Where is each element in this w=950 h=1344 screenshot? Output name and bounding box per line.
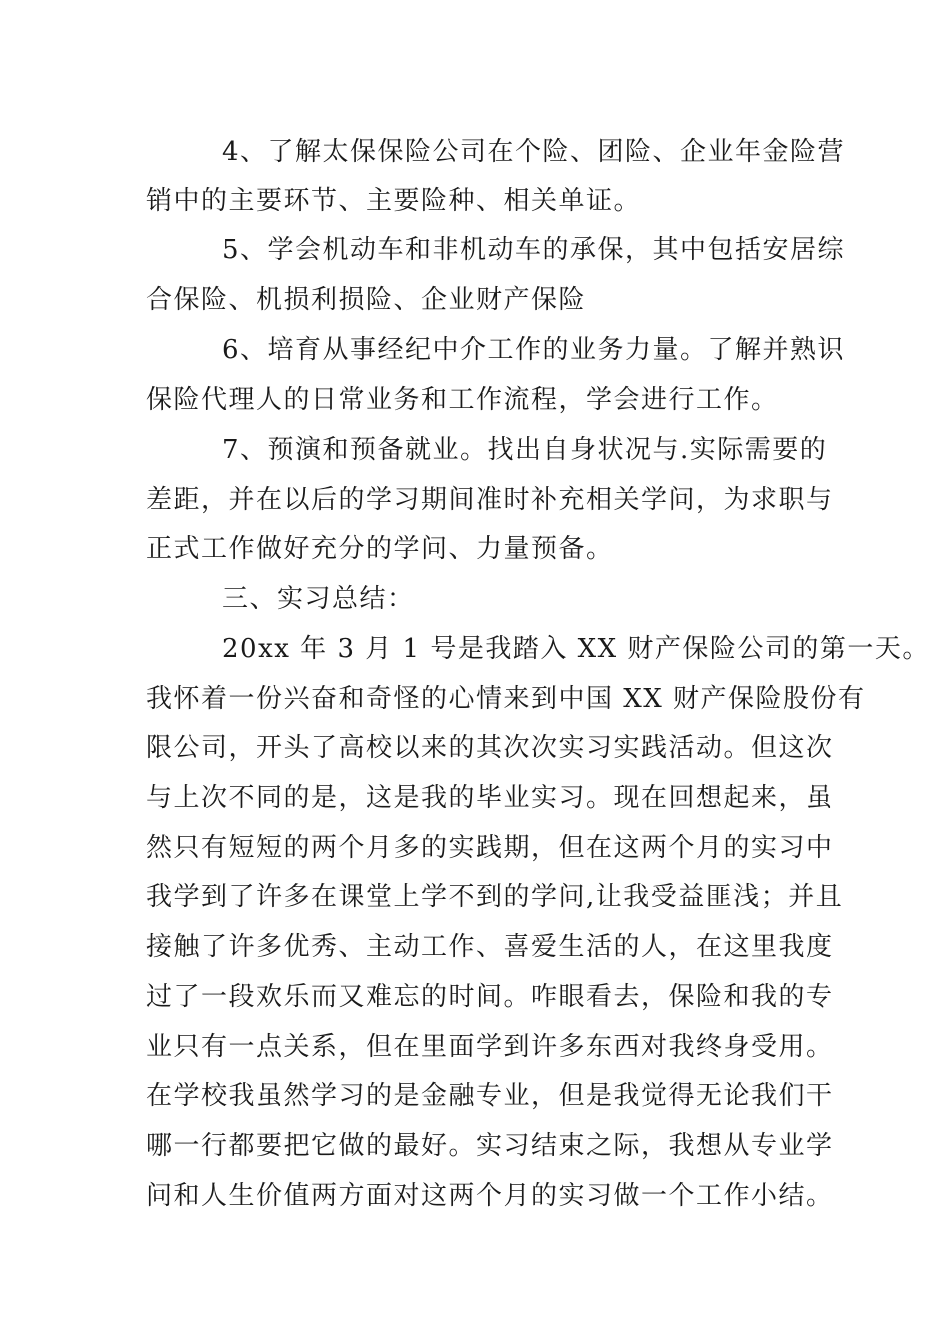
text-line: 与上次不同的是，这是我的毕业实习。现在回想起来，虽 (146, 783, 834, 813)
text-line: 问和人生价值两方面对这两个月的实习做一个工作小结。 (146, 1181, 834, 1211)
text-line: 7、预演和预备就业。找出自身状况与.实际需要的 (222, 435, 828, 465)
text-line: 过了一段欢乐而又难忘的时间。咋眼看去，保险和我的专 (146, 982, 834, 1012)
text-line: 哪一行都要把它做的最好。实习结束之际，我想从专业学 (146, 1131, 834, 1161)
text-line: 20xx 年 3 月 1 号是我踏入 XX 财产保险公司的第一天。 (222, 634, 930, 664)
text-line: 业只有一点关系，但在里面学到许多东西对我终身受用。 (146, 1032, 834, 1062)
text-line: 保险代理人的日常业务和工作流程，学会进行工作。 (146, 385, 779, 415)
text-line: 接触了许多优秀、主动工作、喜爱生活的人，在这里我度 (146, 932, 834, 962)
text-line: 限公司，开头了高校以来的其次次实习实践活动。但这次 (146, 733, 834, 763)
section-heading: 三、实习总结： (222, 584, 415, 614)
text-line: 合保险、机损利损险、企业财产保险 (146, 285, 587, 315)
text-line: 在学校我虽然学习的是金融专业，但是我觉得无论我们干 (146, 1081, 834, 1111)
text-line: 4、了解太保保险公司在个险、团险、企业年金险营 (222, 137, 846, 167)
text-line: 正式工作做好充分的学问、力量预备。 (146, 534, 614, 564)
text-line: 然只有短短的两个月多的实践期，但在这两个月的实习中 (146, 833, 834, 863)
text-line: 5、学会机动车和非机动车的承保，其中包括安居综 (222, 235, 846, 265)
text-line: 我学到了许多在课堂上学不到的学问,让我受益匪浅；并且 (146, 882, 844, 912)
text-line: 我怀着一份兴奋和奇怪的心情来到中国 XX 财产保险股份有 (146, 684, 866, 714)
text-line: 6、培育从事经纪中介工作的业务力量。了解并熟识 (222, 335, 846, 365)
text-line: 差距，并在以后的学习期间准时补充相关学问，为求职与 (146, 485, 834, 515)
text-line: 销中的主要环节、主要险种、相关单证。 (146, 186, 642, 216)
